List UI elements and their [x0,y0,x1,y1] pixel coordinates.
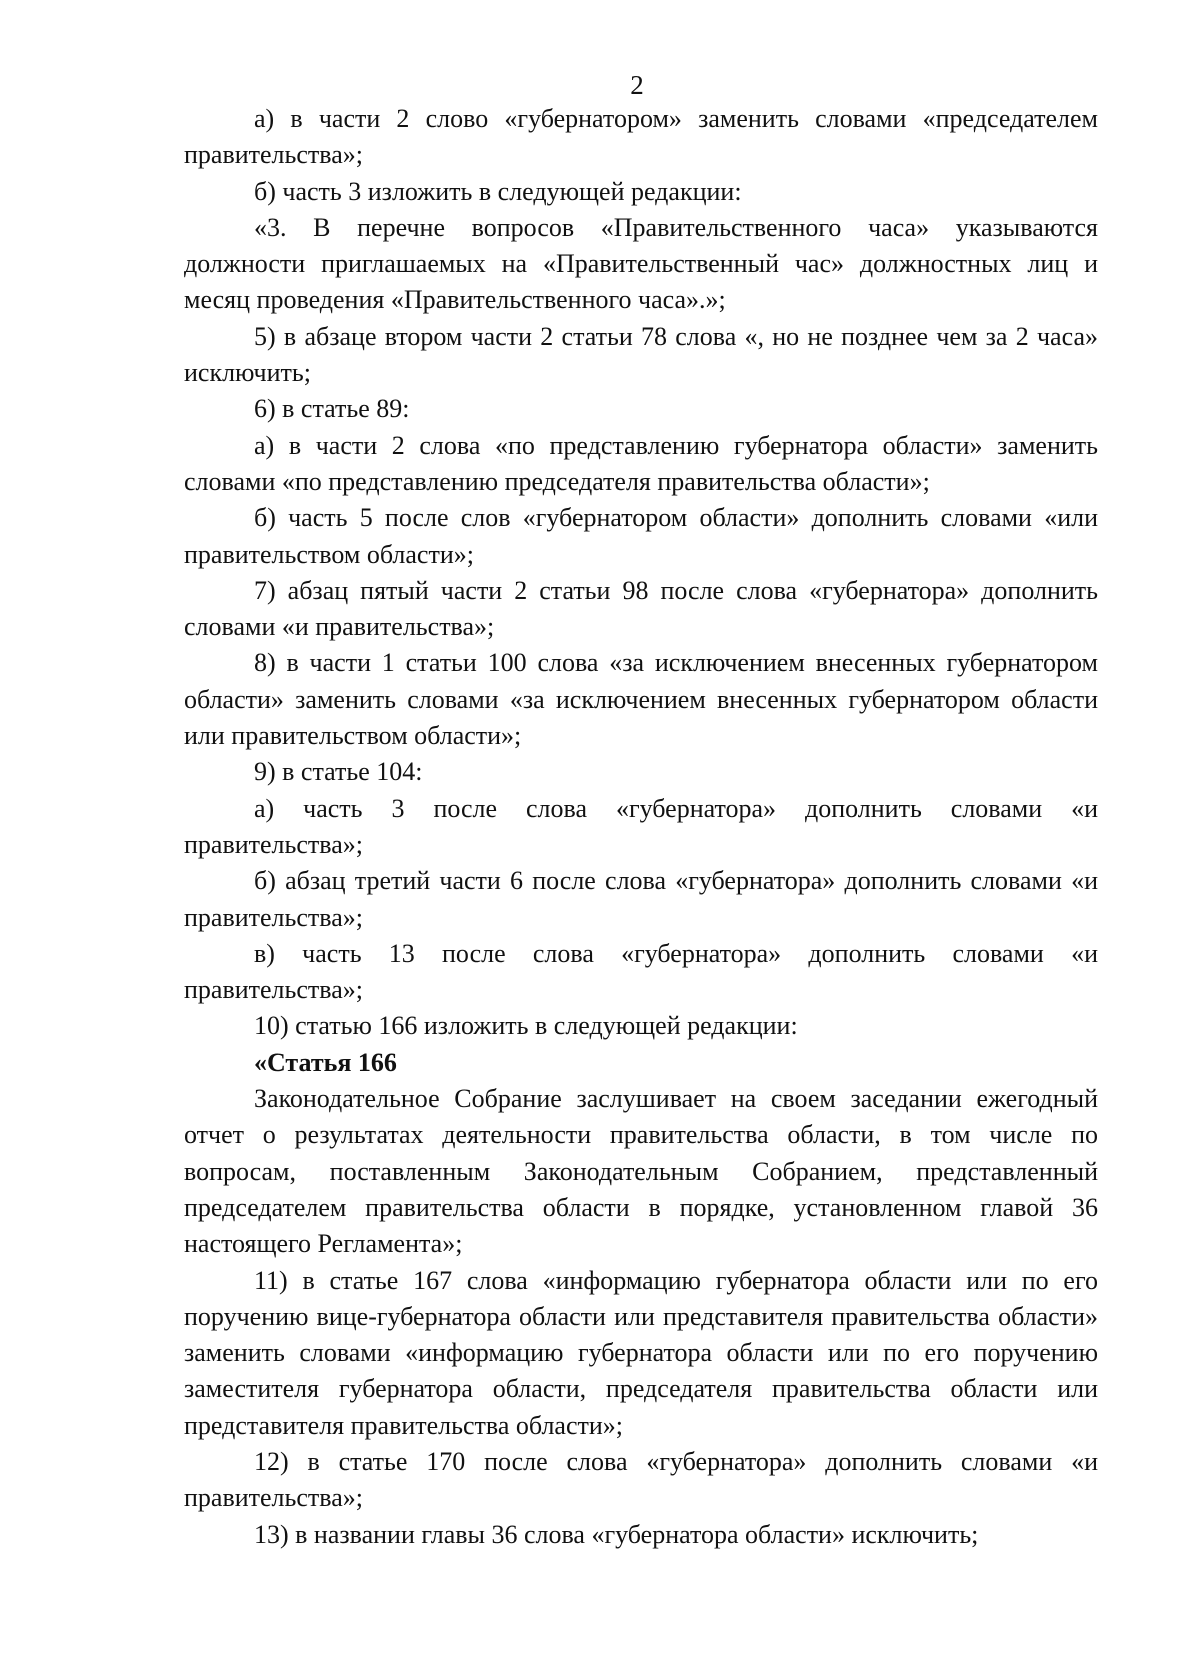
document-body [184,101,1098,1553]
article-166-text: Законодательное Собрание заслушивает на своем заседании ежегодный отчет о результатах деятельности правительства области, в том числе по вопросам, поставленным Законодательным Собранием, представленный председателем правительства области в порядке, установленном главой 36 настоящего Регламента»; [184,1084,1098,1259]
paragraph-item-6a: а) в части 2 слова «по представлению губернатора области» заменить словами «по представлению председателя правительства области»; [184,430,1098,496]
paragraph-item-6: 6) в статье 89: [254,394,410,424]
paragraph-item-a: а) в части 2 слово «губернатором» заменить словами «председателем правительства»; [184,104,1098,170]
article-heading: «Статья 166 [254,1047,397,1077]
paragraph-item-8: 8) в части 1 статьи 100 слова «за исключением внесенных губернатором области» заменить словами «за исключением внесенных губернатором области или правительством области»; [184,648,1098,751]
paragraph-quoted-part-3: «3. В перечне вопросов «Правительственного часа» указываются должности приглашаемых на «Правительственный час» должностных лиц и месяц проведения «Правительственного часа».»; [184,212,1098,315]
paragraph-item-9a: а) часть 3 после слова «губернатора» дополнить словами «и правительства»; [184,793,1098,859]
paragraph-item-10: 10) статью 166 изложить в следующей редакции: [254,1011,798,1041]
paragraph-item-9v: в) часть 13 после слова «губернатора» дополнить словами «и правительства»; [184,938,1098,1005]
paragraph-item-13: 13) в названии главы 36 слова «губернатора области» исключить; [254,1519,979,1549]
paragraph-item-9b: б) абзац третий части 6 после слова «губернатора» дополнить словами «и правительства»; [184,866,1098,932]
paragraph-item-9: 9) в статье 104: [254,757,423,787]
paragraph-item-b: б) часть 3 изложить в следующей редакции: [254,176,742,206]
paragraph-item-5: 5) в абзаце втором части 2 статьи 78 слова «, но не позднее чем за 2 часа» исключить; [184,321,1098,388]
page-number: 2 [630,70,644,100]
paragraph-item-11: 11) в статье 167 слова «информацию губернатора области или по его поручению вице-губернатора области или представителя правительства области» заменить словами «информацию губернатора области или по его поручению заместителя губернатора области, председателя правительства области или представителя правительства области»; [184,1265,1098,1440]
paragraph-item-6b: б) часть 5 после слов «губернатором области» дополнить словами «или правительством области»; [184,503,1098,569]
paragraph-item-7: 7) абзац пятый части 2 статьи 98 после слова «губернатора» дополнить словами «и правительства»; [184,575,1098,642]
paragraph-item-12: 12) в статье 170 после слова «губернатора» дополнить словами «и правительства»; [184,1446,1098,1513]
